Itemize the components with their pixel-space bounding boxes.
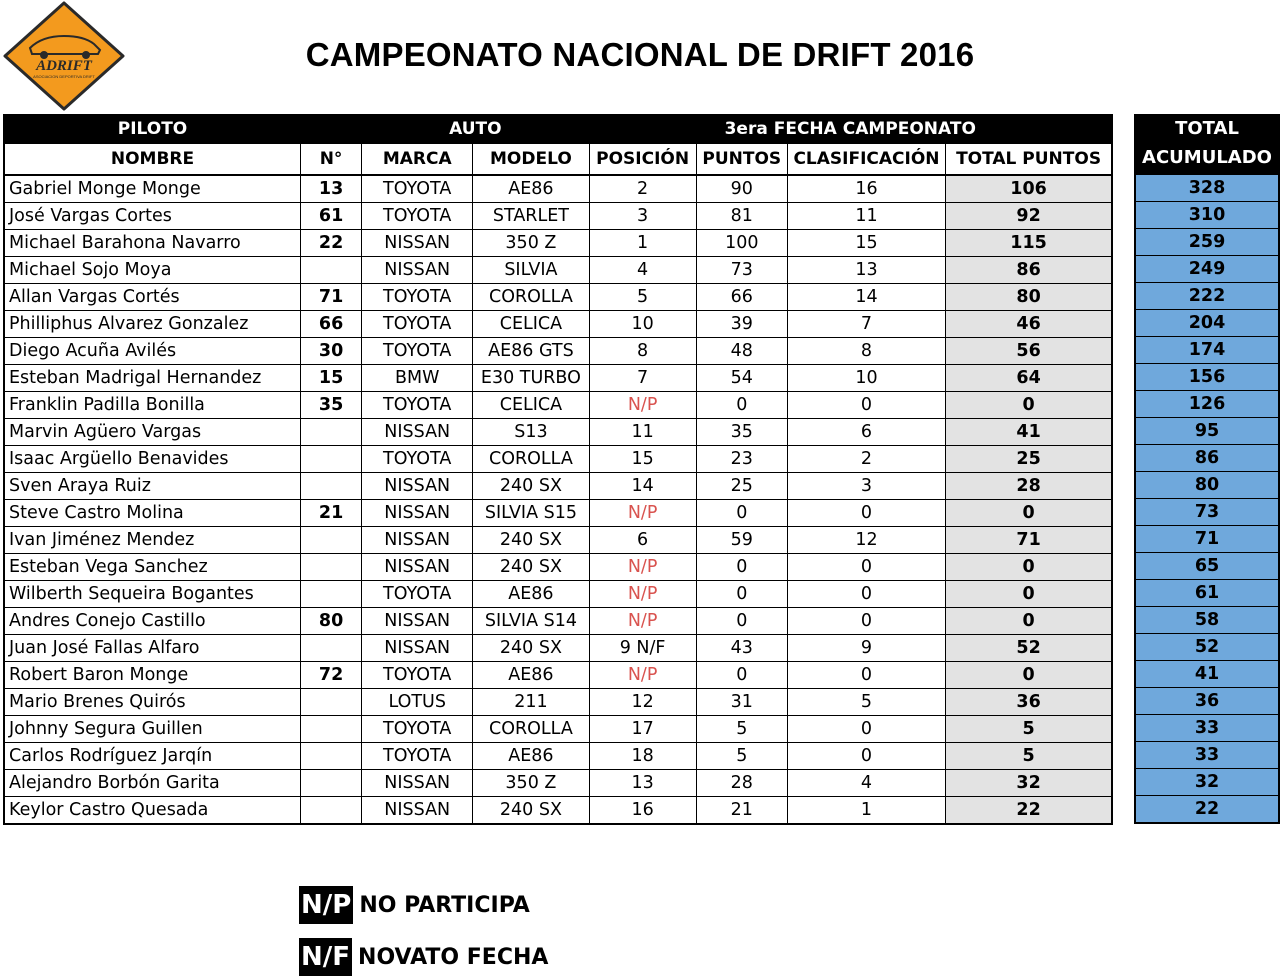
col-posicion: POSICIÓN — [589, 143, 696, 175]
table-row — [4, 743, 1112, 770]
cell-marca: NISSAN — [362, 257, 473, 284]
logo-tagline: ASOCIACION DEPORTIVA DRIFT — [33, 74, 95, 79]
cell-nombre: Alejandro Borbón Garita — [4, 770, 301, 797]
cell-posicion: 1 — [589, 230, 696, 257]
cell-acumulado: 222 — [1135, 283, 1279, 310]
cell-total-puntos: 56 — [946, 338, 1112, 365]
cell-puntos: 100 — [696, 230, 787, 257]
table-row — [1135, 553, 1279, 580]
cell-numero — [301, 446, 362, 473]
cell-numero — [301, 743, 362, 770]
cell-modelo: SILVIA S14 — [473, 608, 589, 635]
cell-acumulado: 52 — [1135, 634, 1279, 661]
cell-modelo: SILVIA S15 — [473, 500, 589, 527]
cell-total-puntos: 41 — [946, 419, 1112, 446]
table-row — [1135, 661, 1279, 688]
cell-marca: TOYOTA — [362, 716, 473, 743]
cell-clasificacion: 16 — [787, 175, 945, 203]
cell-modelo: 350 Z — [473, 770, 589, 797]
cell-modelo: AE86 — [473, 743, 589, 770]
cell-total-puntos: 0 — [946, 608, 1112, 635]
legend-code: N/P — [299, 886, 353, 924]
cell-nombre: Steve Castro Molina — [4, 500, 301, 527]
cell-total-puntos: 106 — [946, 175, 1112, 203]
cell-clasificacion: 0 — [787, 554, 945, 581]
cell-acumulado: 204 — [1135, 310, 1279, 337]
table-row — [1135, 607, 1279, 634]
cell-nombre: Johnny Segura Guillen — [4, 716, 301, 743]
cell-total-puntos: 64 — [946, 365, 1112, 392]
cell-acumulado: 249 — [1135, 256, 1279, 283]
table-row — [4, 527, 1112, 554]
cell-acumulado: 328 — [1135, 174, 1279, 202]
table-row — [1135, 796, 1279, 824]
col-nombre: NOMBRE — [4, 143, 301, 175]
col-numero: N° — [301, 143, 362, 175]
cell-marca: TOYOTA — [362, 203, 473, 230]
table-row — [4, 203, 1112, 230]
table-row — [4, 419, 1112, 446]
group-header-auto: AUTO — [362, 115, 589, 143]
cell-nombre: Gabriel Monge Monge — [4, 175, 301, 203]
table-row — [4, 635, 1112, 662]
cell-marca: NISSAN — [362, 770, 473, 797]
cell-modelo: E30 TURBO — [473, 365, 589, 392]
table-row — [4, 608, 1112, 635]
cell-clasificacion: 3 — [787, 473, 945, 500]
cell-total-puntos: 71 — [946, 527, 1112, 554]
table-row — [4, 257, 1112, 284]
legend-code: N/F — [299, 938, 352, 976]
cell-total-puntos: 36 — [946, 689, 1112, 716]
cell-total-puntos: 22 — [946, 797, 1112, 825]
cell-nombre: Allan Vargas Cortés — [4, 284, 301, 311]
table-row — [1135, 472, 1279, 499]
cell-acumulado: 58 — [1135, 607, 1279, 634]
cell-acumulado: 95 — [1135, 418, 1279, 445]
cell-posicion: N/P — [589, 608, 696, 635]
cell-marca: BMW — [362, 365, 473, 392]
cell-posicion: 13 — [589, 770, 696, 797]
cell-numero — [301, 770, 362, 797]
table-row — [4, 284, 1112, 311]
cell-acumulado: 65 — [1135, 553, 1279, 580]
table-row — [4, 689, 1112, 716]
cell-posicion: 10 — [589, 311, 696, 338]
cell-posicion: 4 — [589, 257, 696, 284]
table-row — [4, 500, 1112, 527]
cell-nombre: Keylor Castro Quesada — [4, 797, 301, 825]
cell-numero: 61 — [301, 203, 362, 230]
cell-acumulado: 310 — [1135, 202, 1279, 229]
legend-item-nf — [299, 938, 548, 976]
cell-clasificacion: 11 — [787, 203, 945, 230]
cell-puntos: 21 — [696, 797, 787, 825]
cell-clasificacion: 2 — [787, 446, 945, 473]
table-row — [1135, 174, 1279, 202]
cell-numero: 15 — [301, 365, 362, 392]
cell-nombre: Isaac Argüello Benavides — [4, 446, 301, 473]
cell-total-puntos: 0 — [946, 392, 1112, 419]
cell-modelo: AE86 — [473, 175, 589, 203]
cell-posicion: 12 — [589, 689, 696, 716]
cell-modelo: STARLET — [473, 203, 589, 230]
total-acumulado-table — [1134, 114, 1280, 824]
cell-modelo: AE86 — [473, 662, 589, 689]
cell-puntos: 23 — [696, 446, 787, 473]
cell-marca: LOTUS — [362, 689, 473, 716]
cell-nombre: Juan José Fallas Alfaro — [4, 635, 301, 662]
cell-posicion: 11 — [589, 419, 696, 446]
cell-clasificacion: 13 — [787, 257, 945, 284]
cell-total-puntos: 0 — [946, 554, 1112, 581]
cell-nombre: Wilberth Sequeira Bogantes — [4, 581, 301, 608]
cell-posicion: 15 — [589, 446, 696, 473]
table-row — [4, 716, 1112, 743]
cell-acumulado: 156 — [1135, 364, 1279, 391]
table-row — [1135, 688, 1279, 715]
cell-total-puntos: 0 — [946, 581, 1112, 608]
cell-nombre: Esteban Madrigal Hernandez — [4, 365, 301, 392]
cell-puntos: 0 — [696, 608, 787, 635]
cell-clasificacion: 0 — [787, 608, 945, 635]
col-clasificacion: CLASIFICACIÓN — [787, 143, 945, 175]
cell-acumulado: 32 — [1135, 769, 1279, 796]
cell-nombre: Michael Barahona Navarro — [4, 230, 301, 257]
cell-puntos: 66 — [696, 284, 787, 311]
cell-puntos: 25 — [696, 473, 787, 500]
cell-posicion: N/P — [589, 500, 696, 527]
cell-acumulado: 33 — [1135, 715, 1279, 742]
cell-acumulado: 22 — [1135, 796, 1279, 824]
cell-marca: TOYOTA — [362, 446, 473, 473]
cell-posicion: 18 — [589, 743, 696, 770]
cell-marca: NISSAN — [362, 230, 473, 257]
cell-marca: TOYOTA — [362, 175, 473, 203]
cell-puntos: 0 — [696, 581, 787, 608]
cell-acumulado: 36 — [1135, 688, 1279, 715]
cell-clasificacion: 0 — [787, 392, 945, 419]
cell-posicion: N/P — [589, 392, 696, 419]
cell-puntos: 81 — [696, 203, 787, 230]
table-row — [1135, 229, 1279, 256]
cell-modelo: 211 — [473, 689, 589, 716]
cell-numero: 71 — [301, 284, 362, 311]
table-row — [1135, 715, 1279, 742]
cell-puntos: 35 — [696, 419, 787, 446]
cell-numero — [301, 527, 362, 554]
cell-puntos: 0 — [696, 662, 787, 689]
table-row — [1135, 742, 1279, 769]
cell-numero: 21 — [301, 500, 362, 527]
cell-total-puntos: 5 — [946, 743, 1112, 770]
table-row — [1135, 445, 1279, 472]
cell-marca: NISSAN — [362, 527, 473, 554]
group-header-fecha: 3era FECHA CAMPEONATO — [589, 115, 1112, 143]
cell-puntos: 5 — [696, 743, 787, 770]
cell-posicion: 17 — [589, 716, 696, 743]
cell-numero: 80 — [301, 608, 362, 635]
cell-posicion: 9 N/F — [589, 635, 696, 662]
cell-puntos: 28 — [696, 770, 787, 797]
cell-marca: NISSAN — [362, 635, 473, 662]
cell-total-puntos: 52 — [946, 635, 1112, 662]
cell-acumulado: 71 — [1135, 526, 1279, 553]
table-row — [1135, 283, 1279, 310]
cell-total-puntos: 46 — [946, 311, 1112, 338]
cell-nombre: Robert Baron Monge — [4, 662, 301, 689]
cell-total-puntos: 92 — [946, 203, 1112, 230]
cell-modelo: 350 Z — [473, 230, 589, 257]
cell-posicion: 3 — [589, 203, 696, 230]
cell-numero: 30 — [301, 338, 362, 365]
cell-acumulado: 174 — [1135, 337, 1279, 364]
cell-nombre: Carlos Rodríguez Jarqín — [4, 743, 301, 770]
cell-numero — [301, 689, 362, 716]
cell-posicion: N/P — [589, 554, 696, 581]
table-row — [1135, 391, 1279, 418]
cell-posicion: 2 — [589, 175, 696, 203]
cell-modelo: S13 — [473, 419, 589, 446]
cell-puntos: 31 — [696, 689, 787, 716]
cell-acumulado: 61 — [1135, 580, 1279, 607]
col-puntos: PUNTOS — [696, 143, 787, 175]
cell-marca: TOYOTA — [362, 581, 473, 608]
table-row — [1135, 256, 1279, 283]
cell-marca: TOYOTA — [362, 311, 473, 338]
cell-acumulado: 41 — [1135, 661, 1279, 688]
cell-puntos: 59 — [696, 527, 787, 554]
cell-nombre: Ivan Jiménez Mendez — [4, 527, 301, 554]
table-row — [1135, 310, 1279, 337]
cell-numero: 22 — [301, 230, 362, 257]
cell-modelo: 240 SX — [473, 473, 589, 500]
legend-item-np — [299, 886, 530, 924]
cell-acumulado: 259 — [1135, 229, 1279, 256]
cell-modelo: SILVIA — [473, 257, 589, 284]
cell-marca: TOYOTA — [362, 743, 473, 770]
cell-clasificacion: 0 — [787, 581, 945, 608]
cell-puntos: 48 — [696, 338, 787, 365]
cell-clasificacion: 10 — [787, 365, 945, 392]
cell-numero — [301, 716, 362, 743]
cell-modelo: 240 SX — [473, 635, 589, 662]
cell-nombre: Andres Conejo Castillo — [4, 608, 301, 635]
cell-puntos: 0 — [696, 554, 787, 581]
cell-marca: NISSAN — [362, 419, 473, 446]
cell-total-puntos: 115 — [946, 230, 1112, 257]
cell-modelo: COROLLA — [473, 716, 589, 743]
cell-modelo: 240 SX — [473, 527, 589, 554]
cell-clasificacion: 14 — [787, 284, 945, 311]
cell-numero — [301, 257, 362, 284]
cell-clasificacion: 0 — [787, 743, 945, 770]
col-acumulado: ACUMULADO — [1135, 143, 1279, 175]
table-row — [4, 311, 1112, 338]
cell-clasificacion: 4 — [787, 770, 945, 797]
cell-nombre: Franklin Padilla Bonilla — [4, 392, 301, 419]
cell-posicion: 8 — [589, 338, 696, 365]
legend-text: NOVATO FECHA — [358, 944, 549, 970]
cell-posicion: 14 — [589, 473, 696, 500]
table-row — [4, 365, 1112, 392]
cell-nombre: Mario Brenes Quirós — [4, 689, 301, 716]
cell-modelo: AE86 GTS — [473, 338, 589, 365]
cell-marca: NISSAN — [362, 554, 473, 581]
table-row — [1135, 418, 1279, 445]
cell-total-puntos: 0 — [946, 500, 1112, 527]
cell-nombre: Marvin Agüero Vargas — [4, 419, 301, 446]
cell-acumulado: 86 — [1135, 445, 1279, 472]
cell-puntos: 0 — [696, 500, 787, 527]
table-row — [1135, 634, 1279, 661]
logo-brand: ADRIFT — [36, 58, 92, 74]
cell-clasificacion: 0 — [787, 662, 945, 689]
table-row — [4, 797, 1112, 825]
table-row — [4, 770, 1112, 797]
cell-clasificacion: 9 — [787, 635, 945, 662]
table-row — [4, 581, 1112, 608]
cell-puntos: 54 — [696, 365, 787, 392]
cell-clasificacion: 5 — [787, 689, 945, 716]
cell-acumulado: 33 — [1135, 742, 1279, 769]
cell-clasificacion: 7 — [787, 311, 945, 338]
cell-total-puntos: 32 — [946, 770, 1112, 797]
cell-numero: 72 — [301, 662, 362, 689]
cell-total-puntos: 86 — [946, 257, 1112, 284]
table-row — [1135, 364, 1279, 391]
cell-modelo: COROLLA — [473, 284, 589, 311]
table-row — [4, 554, 1112, 581]
cell-marca: TOYOTA — [362, 392, 473, 419]
cell-numero: 13 — [301, 175, 362, 203]
table-row — [4, 473, 1112, 500]
table-row — [4, 662, 1112, 689]
cell-clasificacion: 6 — [787, 419, 945, 446]
cell-numero — [301, 581, 362, 608]
col-total-puntos: TOTAL PUNTOS — [946, 143, 1112, 175]
cell-clasificacion: 15 — [787, 230, 945, 257]
cell-marca: TOYOTA — [362, 338, 473, 365]
cell-numero — [301, 419, 362, 446]
cell-nombre: Esteban Vega Sanchez — [4, 554, 301, 581]
cell-total-puntos: 5 — [946, 716, 1112, 743]
cell-total-puntos: 25 — [946, 446, 1112, 473]
cell-posicion: 16 — [589, 797, 696, 825]
cell-posicion: 5 — [589, 284, 696, 311]
cell-total-puntos: 28 — [946, 473, 1112, 500]
cell-modelo: AE86 — [473, 581, 589, 608]
group-header-piloto: PILOTO — [4, 115, 301, 143]
cell-posicion: 6 — [589, 527, 696, 554]
col-modelo: MODELO — [473, 143, 589, 175]
cell-total-puntos: 0 — [946, 662, 1112, 689]
cell-acumulado: 73 — [1135, 499, 1279, 526]
cell-marca: NISSAN — [362, 608, 473, 635]
cell-numero — [301, 554, 362, 581]
cell-posicion: N/P — [589, 662, 696, 689]
cell-puntos: 0 — [696, 392, 787, 419]
table-row — [4, 175, 1112, 203]
cell-marca: NISSAN — [362, 797, 473, 825]
cell-modelo: COROLLA — [473, 446, 589, 473]
cell-puntos: 43 — [696, 635, 787, 662]
cell-modelo: 240 SX — [473, 797, 589, 825]
cell-nombre: Sven Araya Ruiz — [4, 473, 301, 500]
table-row — [1135, 337, 1279, 364]
cell-nombre: José Vargas Cortes — [4, 203, 301, 230]
table-row — [4, 446, 1112, 473]
cell-posicion: 7 — [589, 365, 696, 392]
cell-clasificacion: 1 — [787, 797, 945, 825]
group-header-total: TOTAL — [1135, 115, 1279, 143]
table-row — [1135, 526, 1279, 553]
cell-marca: TOYOTA — [362, 284, 473, 311]
cell-modelo: 240 SX — [473, 554, 589, 581]
page-title: CAMPEONATO NACIONAL DE DRIFT 2016 — [305, 36, 975, 73]
cell-puntos: 5 — [696, 716, 787, 743]
cell-numero: 66 — [301, 311, 362, 338]
cell-modelo: CELICA — [473, 311, 589, 338]
cell-numero — [301, 635, 362, 662]
cell-posicion: N/P — [589, 581, 696, 608]
table-row — [1135, 202, 1279, 229]
table-row — [1135, 499, 1279, 526]
cell-total-puntos: 80 — [946, 284, 1112, 311]
cell-marca: NISSAN — [362, 473, 473, 500]
cell-puntos: 39 — [696, 311, 787, 338]
cell-acumulado: 126 — [1135, 391, 1279, 418]
cell-numero — [301, 473, 362, 500]
cell-clasificacion: 8 — [787, 338, 945, 365]
cell-clasificacion: 12 — [787, 527, 945, 554]
cell-nombre: Philliphus Alvarez Gonzalez — [4, 311, 301, 338]
cell-marca: TOYOTA — [362, 662, 473, 689]
cell-puntos: 90 — [696, 175, 787, 203]
cell-clasificacion: 0 — [787, 716, 945, 743]
col-marca: MARCA — [362, 143, 473, 175]
table-row — [4, 392, 1112, 419]
cell-numero — [301, 797, 362, 825]
cell-marca: NISSAN — [362, 500, 473, 527]
cell-puntos: 73 — [696, 257, 787, 284]
legend-text: NO PARTICIPA — [359, 892, 530, 918]
table-row — [4, 230, 1112, 257]
cell-modelo: CELICA — [473, 392, 589, 419]
table-row — [4, 338, 1112, 365]
table-row — [1135, 580, 1279, 607]
standings-table — [3, 114, 1113, 825]
adrift-logo — [2, 0, 126, 112]
cell-clasificacion: 0 — [787, 500, 945, 527]
cell-nombre: Michael Sojo Moya — [4, 257, 301, 284]
cell-acumulado: 80 — [1135, 472, 1279, 499]
cell-numero: 35 — [301, 392, 362, 419]
table-row — [1135, 769, 1279, 796]
cell-nombre: Diego Acuña Avilés — [4, 338, 301, 365]
